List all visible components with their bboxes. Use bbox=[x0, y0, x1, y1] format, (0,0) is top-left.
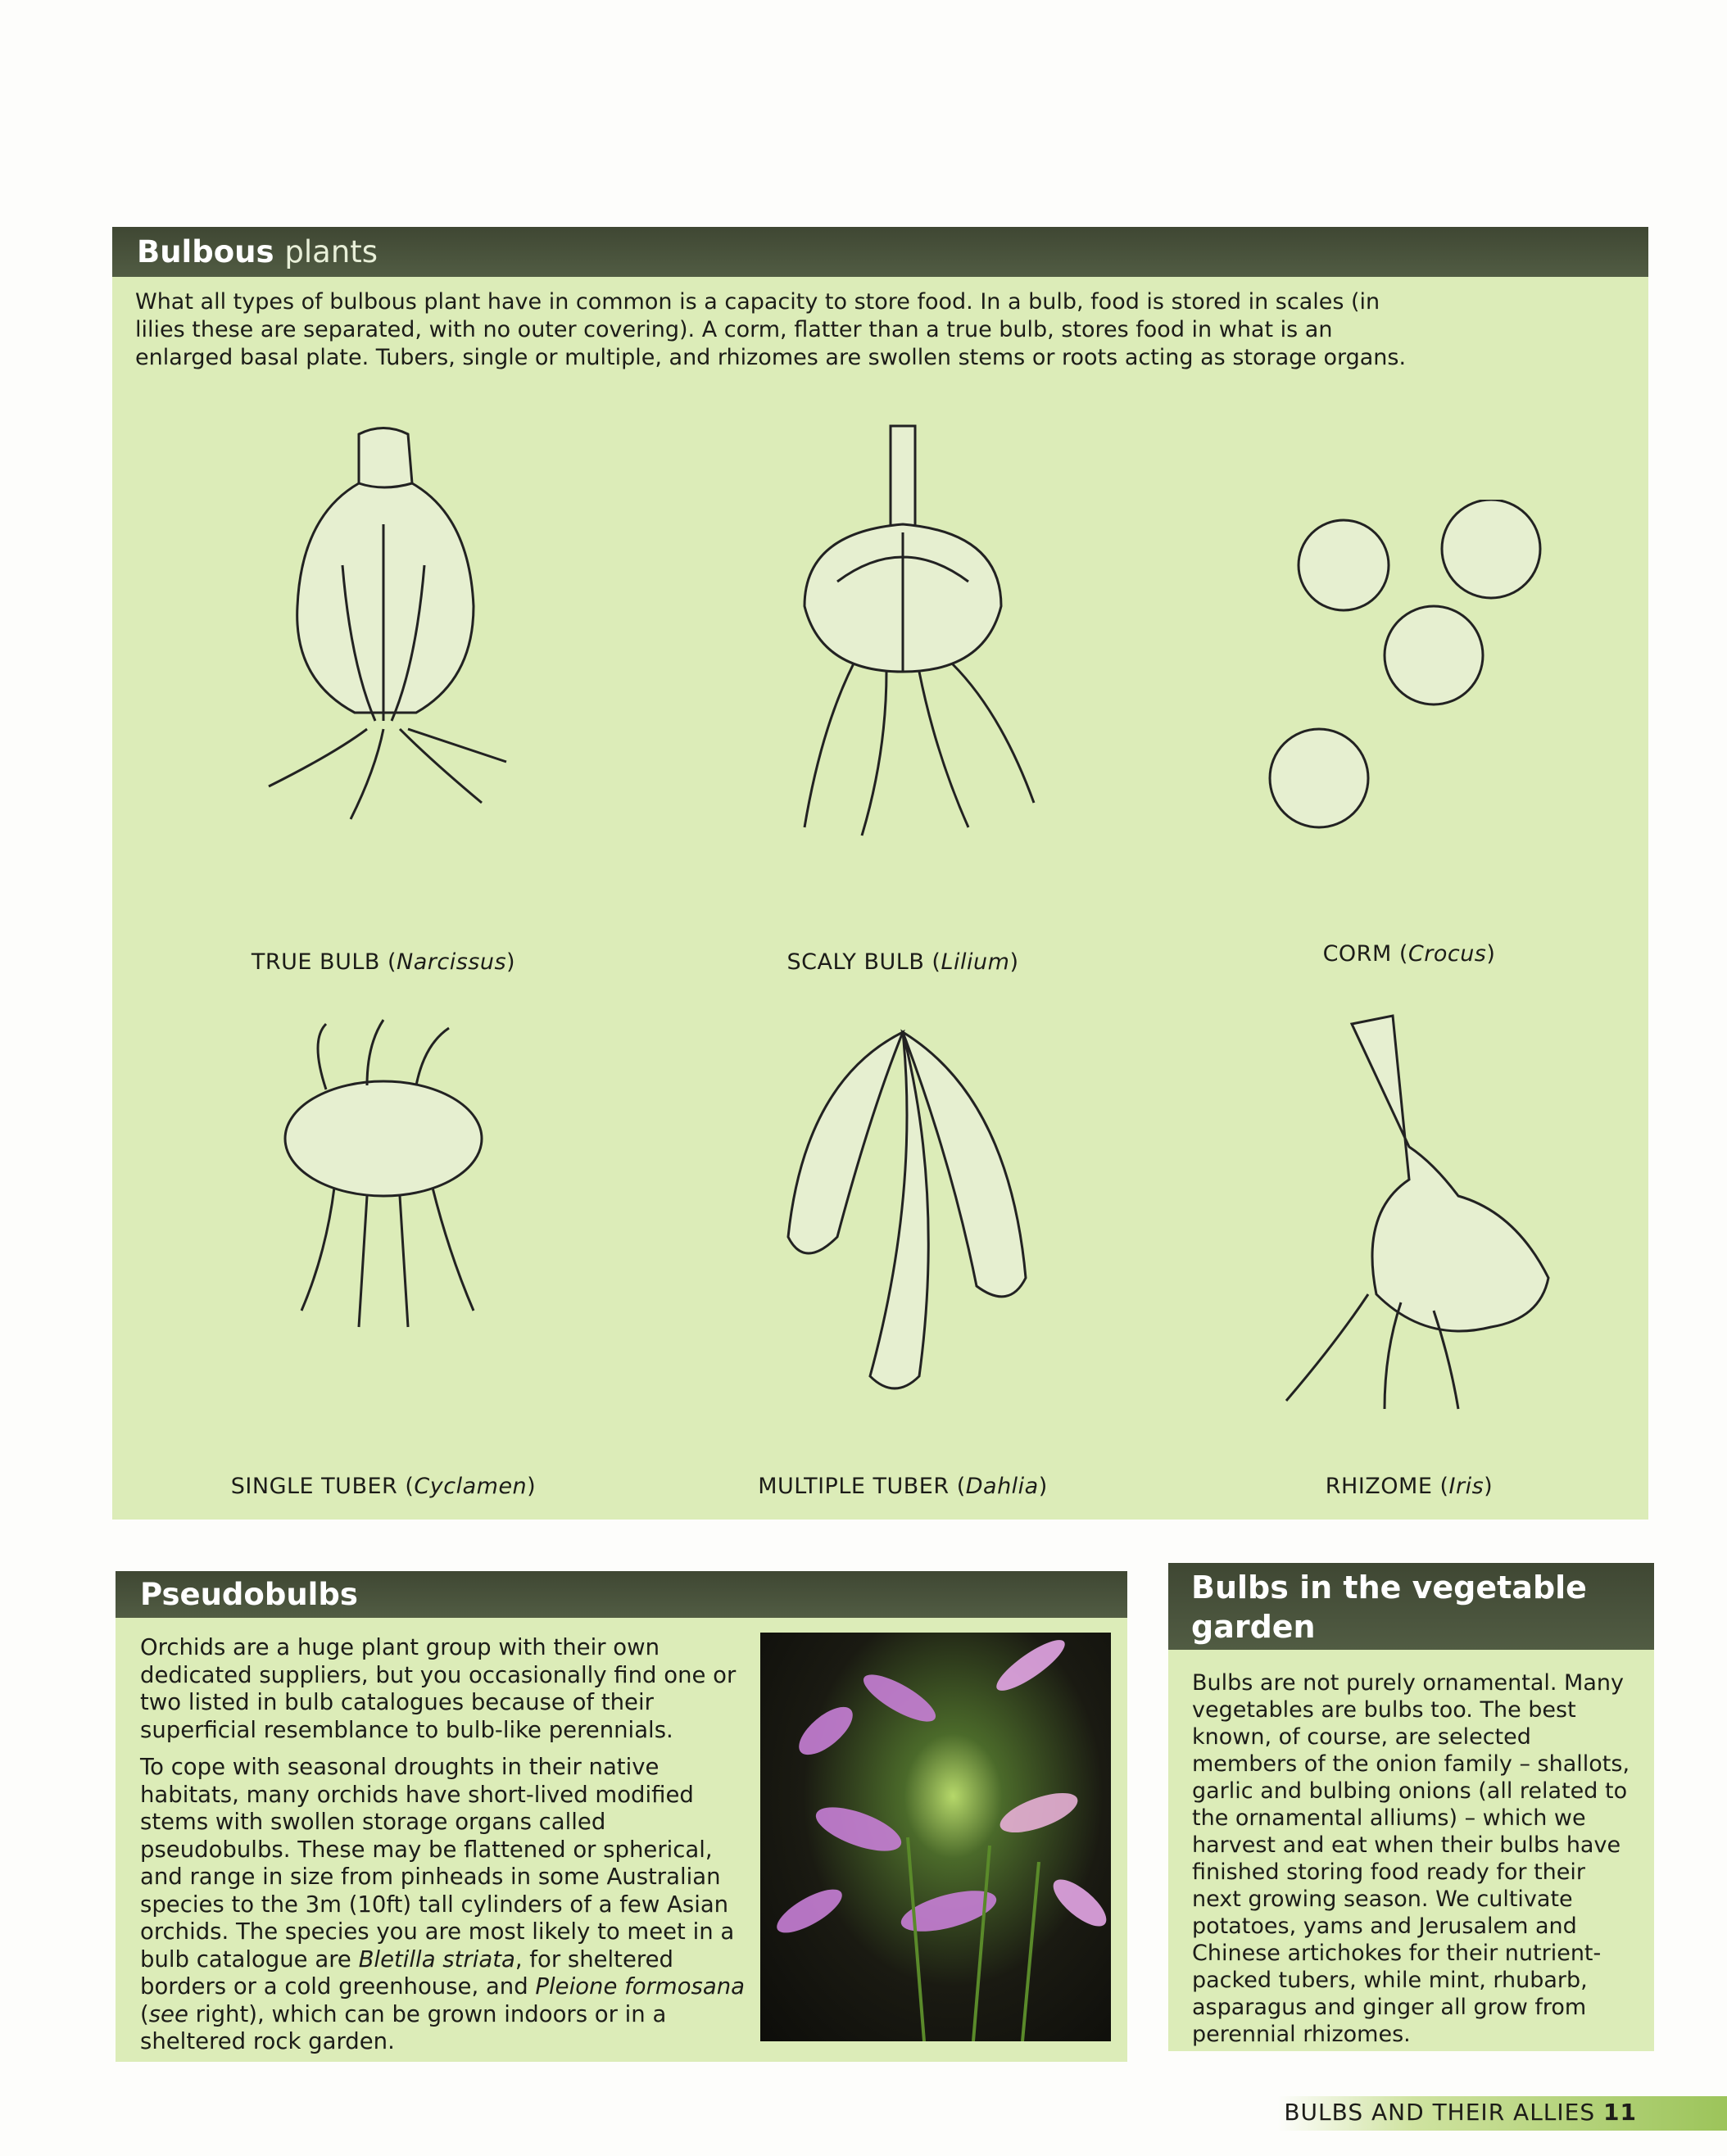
pseudobulbs-paragraph-2: To cope with seasonal droughts in their native habitats, many orchids have short-lived modified stems with swollen storage organs called pseudobulbs. These may be flattened or spherical, and range in size from pinheads in some Australian species to the 3m (10ft) tall cylinders of a few Asian orchids. The species you are most likely to meet in a bulb catalogue are Bletilla striata, for sheltered borders or a cold greenhouse, and Pleione formosana (see right), which can be grown indoors or in a sheltered rock garden. bbox=[140, 1754, 746, 2054]
pseudobulbs-heading: Pseudobulbs bbox=[116, 1571, 1127, 1618]
caption-single-tuber: SINGLE TUBER (Cyclamen) bbox=[230, 1474, 537, 1499]
caption-rhizome: RHIZOME (Iris) bbox=[1325, 1474, 1494, 1499]
figure-true-bulb bbox=[170, 410, 596, 975]
figure-multiple-tuber bbox=[690, 1008, 1116, 1499]
orchid-flowers-image bbox=[760, 1633, 1111, 2041]
bulbous-intro-text: What all types of bulbous plant have in common is a capacity to store food. In a bulb, food is stored in scales (in lilies these are separated, with no outer covering). A corm, flatter than a true bulb, stores food in what is an enlarged basal plate. Tubers, single or multiple, and rhizomes are swollen stems or roots acting as storage organs. bbox=[135, 289, 1407, 370]
footer-section: BULBS AND THEIR ALLIES bbox=[1284, 2099, 1596, 2126]
caption-multiple-tuber: MULTIPLE TUBER (Dahlia) bbox=[758, 1474, 1048, 1499]
orchid-photo bbox=[760, 1633, 1111, 2041]
heading-light: plants bbox=[284, 234, 378, 270]
figure-scaly-bulb bbox=[690, 410, 1116, 975]
vegetable-garden-text: Bulbs are not purely ornamental. Many vegetables are bulbs too. The best known, of course, are selected members of the onion family – shallots, garlic and bulbing onions (all related to the ornamental alliums) – which we harvest and eat when their bulbs have finished storing food ready for their next growing season. We cultivate potatoes, yams and Jerusalem and Chinese artichokes for their nutrient-packed tubers, while mint, rhubarb, asparagus and ginger all grow from perennial rhizomes. bbox=[1192, 1670, 1630, 2047]
caption-corm: CORM (Crocus) bbox=[1322, 941, 1496, 967]
pseudobulbs-paragraph-1: Orchids are a huge plant group with their own dedicated suppliers, but you occasionally find one or two listed in bulb catalogues because of their superficial resemblance to bulb-like perennials. bbox=[140, 1634, 737, 1743]
page-number: 11 bbox=[1603, 2099, 1637, 2126]
heading-bold: Bulbous bbox=[137, 234, 274, 270]
bulbous-plants-heading bbox=[112, 227, 1648, 277]
corm-illustration bbox=[1245, 500, 1573, 926]
figure-single-tuber bbox=[170, 1008, 596, 1499]
multiple-tuber-illustration bbox=[739, 1008, 1067, 1434]
vegetable-garden-heading: Bulbs in the vegetable garden bbox=[1168, 1563, 1654, 1650]
figure-rhizome bbox=[1196, 1008, 1622, 1499]
caption-true-bulb: TRUE BULB (Narcissus) bbox=[251, 949, 516, 975]
page-footer bbox=[1284, 2099, 1637, 2126]
single-tuber-illustration bbox=[220, 1008, 547, 1434]
scaly-bulb-illustration bbox=[739, 418, 1067, 844]
pseudobulbs-text bbox=[140, 1634, 746, 2066]
true-bulb-illustration bbox=[220, 418, 547, 844]
caption-scaly-bulb: SCALY BULB (Lilium) bbox=[786, 949, 1019, 975]
figure-corm bbox=[1196, 410, 1622, 967]
rhizome-illustration bbox=[1245, 1008, 1573, 1434]
